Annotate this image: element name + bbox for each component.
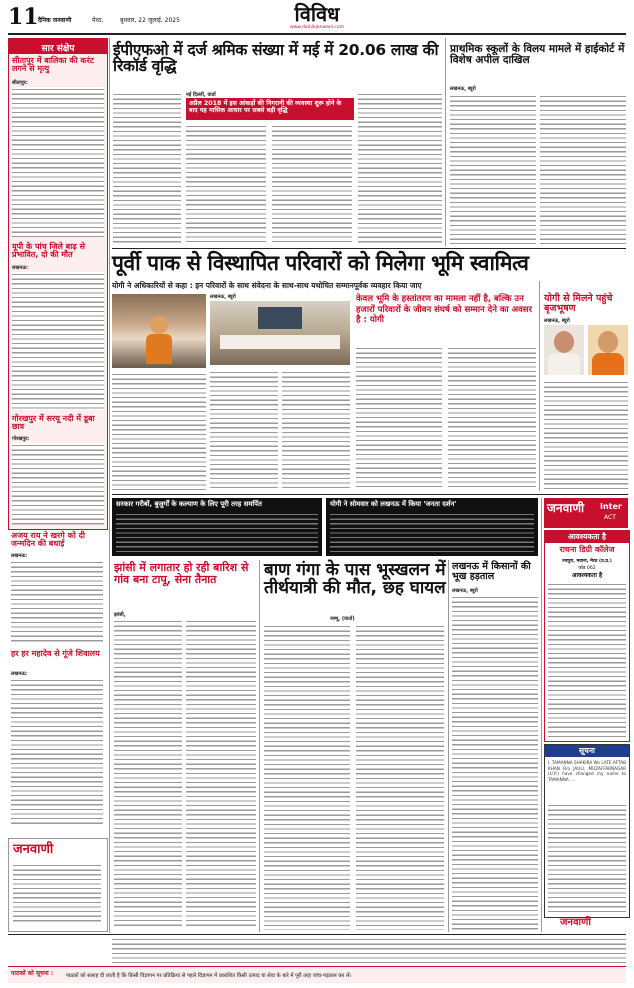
ad-notice-header bbox=[545, 745, 629, 757]
ganga-body-col1 bbox=[264, 624, 350, 930]
brief-headline: अजय राय ने खरगे को दी जन्मदिन की बधाई bbox=[11, 531, 85, 549]
yogi-side-dateline: लखनऊ, ब्यूरो bbox=[544, 318, 570, 324]
distribution-list bbox=[112, 937, 626, 963]
photo-body bbox=[592, 353, 624, 375]
brijbhushan-photo bbox=[544, 325, 584, 375]
ad-college-code: कोड 062 bbox=[578, 566, 596, 571]
meeting-hall-photo bbox=[210, 301, 350, 365]
ad-act-label: ACT bbox=[604, 514, 616, 521]
column-divider bbox=[259, 560, 260, 932]
imprint-logo: जनवाणी bbox=[13, 842, 54, 857]
brief-dateline: लखनऊ: bbox=[11, 671, 28, 677]
ad-notice-title: सूचना bbox=[579, 746, 595, 755]
photo-body bbox=[548, 353, 580, 375]
main-body-col5 bbox=[448, 346, 536, 490]
brief-body bbox=[12, 272, 104, 410]
brief-body bbox=[11, 678, 103, 826]
brief-headline: यूपी के पांच जिले बाढ़ से प्रभावित, दो की मौत bbox=[12, 242, 86, 260]
rain-headline: झांसी में लगातार हो रही बारिश से गांव बना टापू, सेना तैनात bbox=[114, 561, 249, 586]
main-body-col2 bbox=[210, 370, 278, 490]
welfare-body bbox=[116, 512, 318, 554]
main-kicker: योगी ने अधिकारियों से कहा : इन परिवारों के साथ संवेदना के साथ-साथ यथोचित सम्मानपूर्वक व्यवहार किया जाए bbox=[112, 281, 422, 290]
ad-bottom-logo-box bbox=[544, 918, 628, 932]
epfo-agency: नई दिल्ली, वार्ता bbox=[186, 92, 216, 98]
column-divider bbox=[541, 498, 542, 932]
brief-headline: हर हर महादेव से गूंजे शिवालय bbox=[11, 649, 100, 658]
masthead bbox=[8, 2, 626, 32]
ad-wanted-title: आवश्यकता है bbox=[568, 532, 606, 541]
ganga-agency: जम्मू, (वार्ता) bbox=[330, 616, 355, 622]
brief-headline: सीतापुर में बालिका की करंट लगने से मृत्यु bbox=[12, 56, 94, 74]
ganga-body-col2 bbox=[356, 624, 444, 930]
brief-box bbox=[8, 38, 108, 530]
issue-date: बुधवार, 22 जुलाई, 2025 bbox=[120, 17, 180, 24]
brief-headline: गोरखपुर में सरयू नदी में डूबा छात्र bbox=[12, 414, 95, 432]
epfo-highlight: अप्रैल 2018 में इस आंकड़ों की निगरानी की व्यवस्था शुरू होने के बाद यह मासिक आधार पर सबसे बड़ी वृद्धि bbox=[189, 100, 342, 115]
darshan-title: योगी ने सोमवार को लखनऊ में किया 'जनता दर्शन' bbox=[330, 500, 457, 508]
website[interactable]: www.dainikjanwani.com bbox=[289, 25, 345, 30]
reader-notice-bar bbox=[8, 966, 626, 983]
rain-body-col1 bbox=[114, 619, 182, 929]
welfare-title: सरकार गरीबों, बुजुर्गों के कल्याण के लिए पूरी तरह समर्पित bbox=[116, 500, 262, 508]
epfo-highlight-box bbox=[186, 98, 354, 120]
darshan-box bbox=[326, 498, 538, 556]
story-rule bbox=[112, 248, 626, 249]
main-body-col4 bbox=[356, 346, 442, 490]
photo-face bbox=[598, 331, 618, 353]
column-divider bbox=[109, 38, 110, 933]
farmers-body bbox=[452, 595, 538, 930]
farmers-headline: लखनऊ में किसानों की भूख हड़ताल bbox=[452, 561, 531, 582]
ad-wanted-box bbox=[544, 530, 630, 742]
main-headline: पूर्वी पाक से विस्थापित परिवारों को मिलेगा भूमि स्वामित्व bbox=[112, 251, 529, 275]
brief-dateline: लखनऊ: bbox=[11, 553, 28, 559]
photo-figure bbox=[146, 334, 172, 364]
pull-quote: केवल भूमि के हस्तांतरण का मामला नहीं है, बल्कि उन हजारों परिवारों के जीवन संघर्ष को सम्मान देने का अवसर है : योगी bbox=[356, 294, 533, 326]
yogi-photo bbox=[588, 325, 628, 375]
imprint-box bbox=[8, 838, 108, 932]
yogi-meeting-photo bbox=[112, 294, 206, 368]
ad-janwani-logo: जनवाणी bbox=[547, 501, 585, 515]
rain-body-col2 bbox=[186, 619, 256, 929]
main-body-col3 bbox=[282, 370, 350, 490]
brief-dateline: गोरखपुर: bbox=[12, 436, 30, 442]
page-number: 11 bbox=[8, 4, 39, 30]
column-divider bbox=[445, 38, 446, 246]
story-rule bbox=[112, 494, 628, 495]
darshan-body bbox=[330, 512, 534, 554]
ad-college-name: राधना डिग्री कॉलेज bbox=[559, 545, 615, 554]
brief-body bbox=[12, 87, 104, 237]
school-body-col1 bbox=[450, 94, 536, 244]
imprint-text bbox=[13, 863, 101, 925]
main-body-col1 bbox=[112, 372, 206, 490]
brief-body bbox=[12, 443, 104, 525]
imprint-rule bbox=[8, 934, 626, 935]
section-title: विविध bbox=[294, 2, 340, 26]
rain-dateline: झांसी, bbox=[114, 612, 126, 618]
brief-box-title: सार संक्षेप bbox=[41, 44, 75, 54]
ad-notice-more bbox=[548, 803, 626, 913]
column-divider bbox=[539, 281, 540, 491]
ad-wanted-sub: आवश्यकता है bbox=[571, 572, 603, 579]
ad-wanted-header bbox=[545, 531, 629, 543]
yogi-side-body bbox=[544, 380, 628, 490]
brief-body bbox=[11, 560, 103, 644]
school-body-col2 bbox=[540, 94, 626, 244]
epfo-body-col1 bbox=[113, 92, 181, 244]
main-dateline: लखनऊ, ब्यूरो bbox=[210, 294, 236, 300]
photo-screen bbox=[258, 307, 302, 329]
epfo-body-col2 bbox=[186, 124, 266, 244]
farmers-dateline: लखनऊ, ब्यूरो bbox=[452, 588, 478, 594]
school-dateline: लखनऊ, ब्यूरो bbox=[450, 86, 476, 92]
photo-figure bbox=[150, 316, 168, 334]
yogi-side-headline: योगी से मिलने पहुंचे बृजभूषण bbox=[544, 293, 613, 314]
school-headline: प्राथमिक स्कूलों के विलय मामले में हाईकोर्ट में विशेष अपील दाखिल bbox=[450, 43, 625, 67]
photo-table bbox=[220, 335, 340, 349]
brief-box-lower bbox=[8, 532, 106, 832]
city: मेरठ, bbox=[92, 17, 104, 24]
brief-dateline: लखनऊ: bbox=[12, 265, 29, 271]
masthead-rule bbox=[8, 33, 626, 35]
ad-janwani-inter bbox=[544, 498, 628, 528]
welfare-box bbox=[112, 498, 322, 556]
reader-notice-text: पाठकों को सलाह दी जाती है कि किसी विज्ञापन पर प्रतिक्रिया से पहले विज्ञापन में प्रकाशित किसी उत्पाद या सेवा के बारे में पूरी तरह जांच-पड़ताल कर लें। bbox=[66, 973, 352, 979]
epfo-body-col4 bbox=[358, 92, 442, 244]
epfo-headline: ईपीएफओ में दर्ज श्रमिक संख्या में मई में 20.06 लाख की रिकॉर्ड वृद्धि bbox=[113, 41, 439, 76]
column-divider bbox=[448, 560, 449, 932]
ganga-headline: बाण गंगा के पास भूस्खलन में तीर्थयात्री की मौत, छह घायल bbox=[264, 560, 446, 598]
reader-notice-label: पाठकों को सूचना : bbox=[11, 970, 54, 977]
ad-notice-box bbox=[544, 744, 630, 918]
ad-wanted-body bbox=[548, 582, 626, 738]
ad-inter-label: Inter bbox=[600, 502, 622, 511]
ad-notice-body: I, TAMANNA SHAKIRA Wo LATE AFTAB KHAN R/o JAULI, MUZAFFARNAGAR (U.P.) have changed my name to TAMANNA .... bbox=[548, 760, 626, 782]
photo-face bbox=[554, 331, 574, 353]
brief-box-header bbox=[9, 39, 107, 54]
epfo-body-col3 bbox=[272, 124, 352, 244]
ad-bottom-logo: जनवाणी bbox=[560, 917, 591, 928]
brief-dateline: सीतापुर: bbox=[12, 80, 28, 86]
paper-name: दैनिक जनवाणी bbox=[38, 17, 72, 24]
ad-college-address: रजपुरा, मवाना, मेरठ (उ.प्र.) bbox=[562, 559, 612, 564]
